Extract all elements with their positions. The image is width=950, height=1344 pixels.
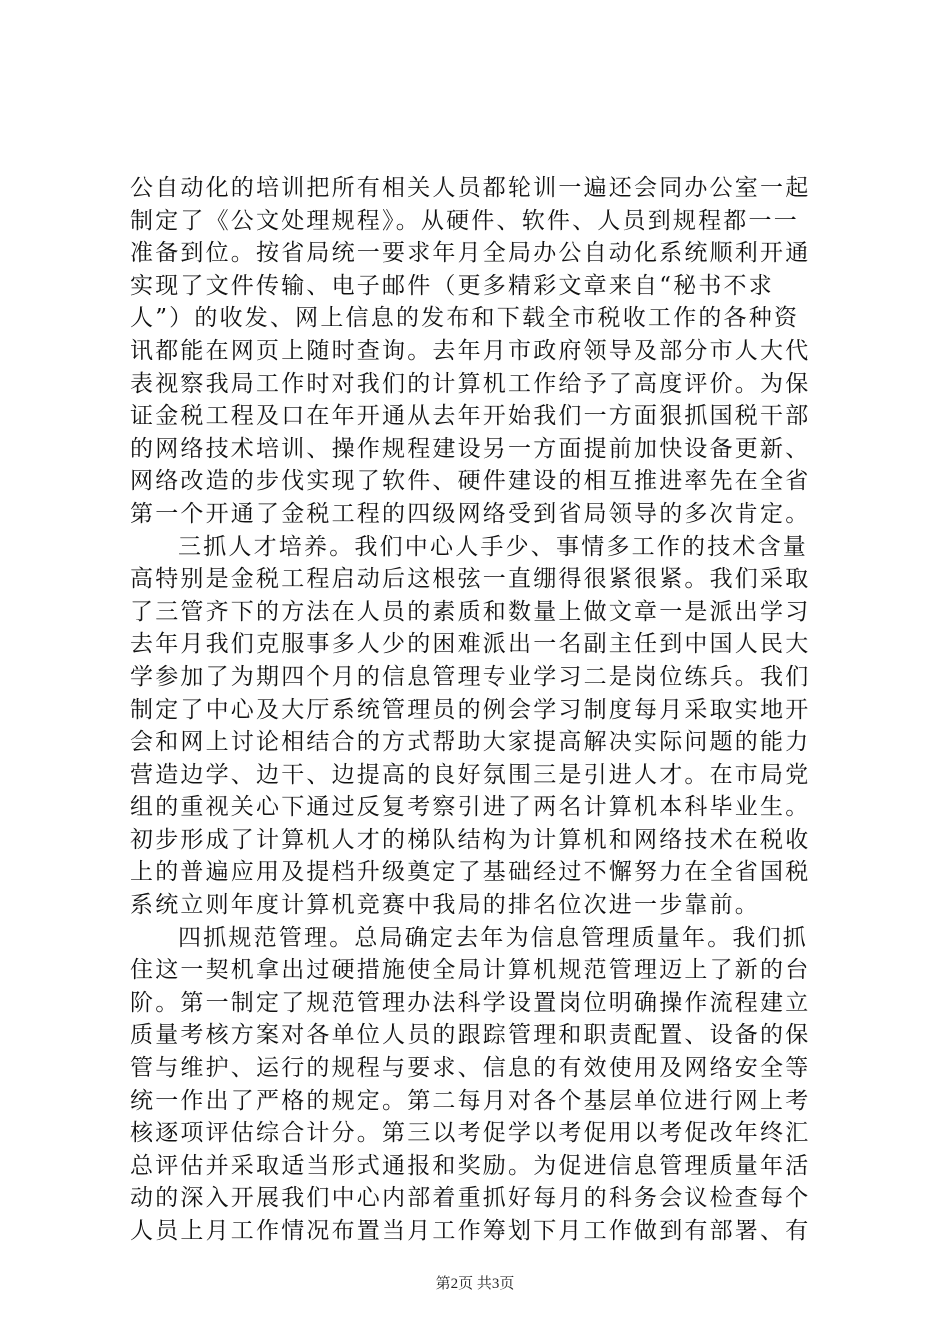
text-line: 初步形成了计算机人才的梯队结构为计算机和网络技术在税收 bbox=[130, 826, 811, 853]
text-line: 人”）的收发、网上信息的发布和下载全市税收工作的各种资 bbox=[130, 305, 800, 332]
text-line: 了三管齐下的方法在人员的素质和数量上做文章一是派出学习 bbox=[130, 598, 811, 625]
text-line: 管与维护、运行的规程与要求、信息的有效使用及网络安全等 bbox=[130, 1055, 811, 1082]
text-line: 去年月我们克服事多人少的困难派出一名副主任到中国人民大 bbox=[130, 631, 811, 658]
body-text bbox=[130, 172, 820, 1248]
text-line: 住这一契机拿出过硬措施使全局计算机规范管理迈上了新的台 bbox=[130, 957, 811, 984]
text-line: 学参加了为期四个月的信息管理专业学习二是岗位练兵。我们 bbox=[130, 663, 811, 690]
text-line: 实现了文件传输、电子邮件（更多精彩文章来自“秘书不求 bbox=[130, 272, 774, 299]
text-line: 会和网上讨论相结合的方式帮助大家提高解决实际问题的能力 bbox=[130, 729, 811, 756]
text-line: 第一个开通了金税工程的四级网络受到省局领导的多次肯定。 bbox=[130, 500, 811, 527]
text-line: 营造边学、边干、边提高的良好氛围三是引进人才。在市局党 bbox=[130, 761, 811, 788]
text-line: 网络改造的步伐实现了软件、硬件建设的相互推进率先在全省 bbox=[130, 468, 811, 495]
text-line: 表视察我局工作时对我们的计算机工作给予了高度评价。为保 bbox=[130, 370, 811, 397]
text-line: 核逐项评估综合计分。第三以考促学以考促用以考促改年终汇 bbox=[130, 1120, 811, 1147]
text-line: 的网络技术培训、操作规程建设另一方面提前加快设备更新、 bbox=[130, 435, 811, 462]
text-line: 系统立则年度计算机竞赛中我局的排名位次进一步靠前。 bbox=[130, 892, 760, 919]
text-line: 证金税工程及口在年开通从去年开始我们一方面狠抓国税干部 bbox=[130, 403, 811, 430]
text-line: 公自动化的培训把所有相关人员都轮训一遍还会同办公室一起 bbox=[130, 175, 811, 201]
text-line: 上的普遍应用及提档升级奠定了基础经过不懈努力在全省国税 bbox=[130, 859, 811, 886]
text-line: 动的深入开展我们中心内部着重抓好每月的科务会议检查每个 bbox=[130, 1185, 811, 1212]
text-line: 总评估并采取适当形式通报和奖励。为促进信息管理质量年活 bbox=[130, 1152, 811, 1179]
text-line: 高特别是金税工程启动后这根弦一直绷得很紧很紧。我们采取 bbox=[130, 566, 811, 593]
text-line: 制定了《公文处理规程》。从硬件、软件、人员到规程都一一 bbox=[130, 207, 799, 234]
text-line: 质量考核方案对各单位人员的跟踪管理和职责配置、设备的保 bbox=[130, 1022, 811, 1049]
text-line: 讯都能在网页上随时查询。去年月市政府领导及部分市人大代 bbox=[130, 337, 811, 364]
page-footer: 第2页 共3页 bbox=[435, 1276, 515, 1292]
paragraph-first-line: 四抓规范管理。总局确定去年为信息管理质量年。我们抓 bbox=[178, 924, 808, 951]
text-line: 阶。第一制定了规范管理办法科学设置岗位明确操作流程建立 bbox=[130, 989, 811, 1016]
text-line: 组的重视关心下通过反复考察引进了两名计算机本科毕业生。 bbox=[130, 794, 811, 821]
text-line: 制定了中心及大厅系统管理员的例会学习制度每月采取实地开 bbox=[130, 696, 811, 723]
text-line: 准备到位。按省局统一要求年月全局办公自动化系统顺利开通 bbox=[130, 240, 811, 267]
paragraph-first-line: 三抓人才培养。我们中心人手少、事情多工作的技术含量 bbox=[178, 533, 808, 560]
text-line: 统一作出了严格的规定。第二每月对各个基层单位进行网上考 bbox=[130, 1087, 811, 1114]
text-line: 人员上月工作情况布置当月工作筹划下月工作做到有部署、有 bbox=[130, 1218, 811, 1244]
